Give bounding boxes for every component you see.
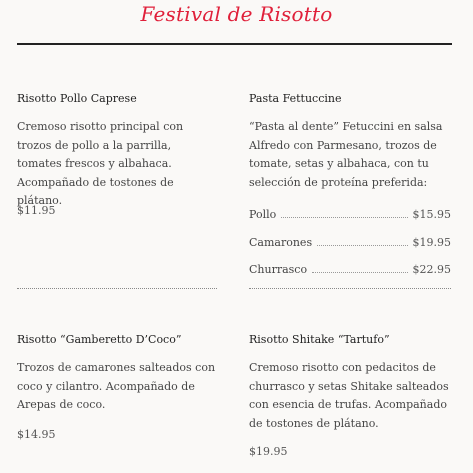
option-price: $15.95 <box>412 208 451 221</box>
item-name: Risotto Pollo Caprese <box>17 92 137 105</box>
option-row-churrasco <box>249 260 451 276</box>
option-label: Camarones <box>249 236 313 249</box>
menu-item-pollo-caprese <box>17 92 219 217</box>
item-price: $14.95 <box>17 428 56 441</box>
item-price: $11.95 <box>17 204 56 217</box>
option-price: $22.95 <box>412 263 451 276</box>
item-name: Risotto Shitake “Tartufo” <box>249 333 390 346</box>
option-row-camarones <box>249 233 451 249</box>
menu-item-gamberetto <box>17 333 219 441</box>
item-divider-left <box>17 288 217 289</box>
item-description: Trozos de camarones salteados con coco y cilantro. Acompañado de Arepas de coco. <box>17 361 216 411</box>
item-price: $19.95 <box>249 445 288 458</box>
item-description: “Pasta al dente” Fetuccini en salsa Alfredo con Parmesano, trozos de tomate, setas y albahaca, con tu selección de proteína preferida: <box>249 120 443 189</box>
option-row-pollo <box>249 205 451 221</box>
title-divider <box>17 43 452 45</box>
leader-dots <box>317 245 407 246</box>
item-divider-right <box>249 288 451 289</box>
item-description: Cremoso risotto con pedacitos de churrasco y setas Shitake salteados con esencia de trufas. Acompañado de tostones de plátano. <box>249 361 449 430</box>
item-name: Pasta Fettuccine <box>249 92 342 105</box>
menu-title: Festival de Risotto <box>140 2 333 26</box>
leader-dots <box>281 217 407 218</box>
leader-dots <box>312 272 407 273</box>
option-price: $19.95 <box>412 236 451 249</box>
item-description: Cremoso risotto principal con trozos de pollo a la parrilla, tomates frescos y albahaca. Acompañado de tostones de plátano. <box>17 120 184 207</box>
item-name: Risotto “Gamberetto D’Coco” <box>17 333 182 346</box>
menu-item-pasta-fettuccine <box>249 92 451 276</box>
menu-item-shitake-tartufo <box>249 333 451 458</box>
option-label: Churrasco <box>249 263 308 276</box>
option-label: Pollo <box>249 208 277 221</box>
